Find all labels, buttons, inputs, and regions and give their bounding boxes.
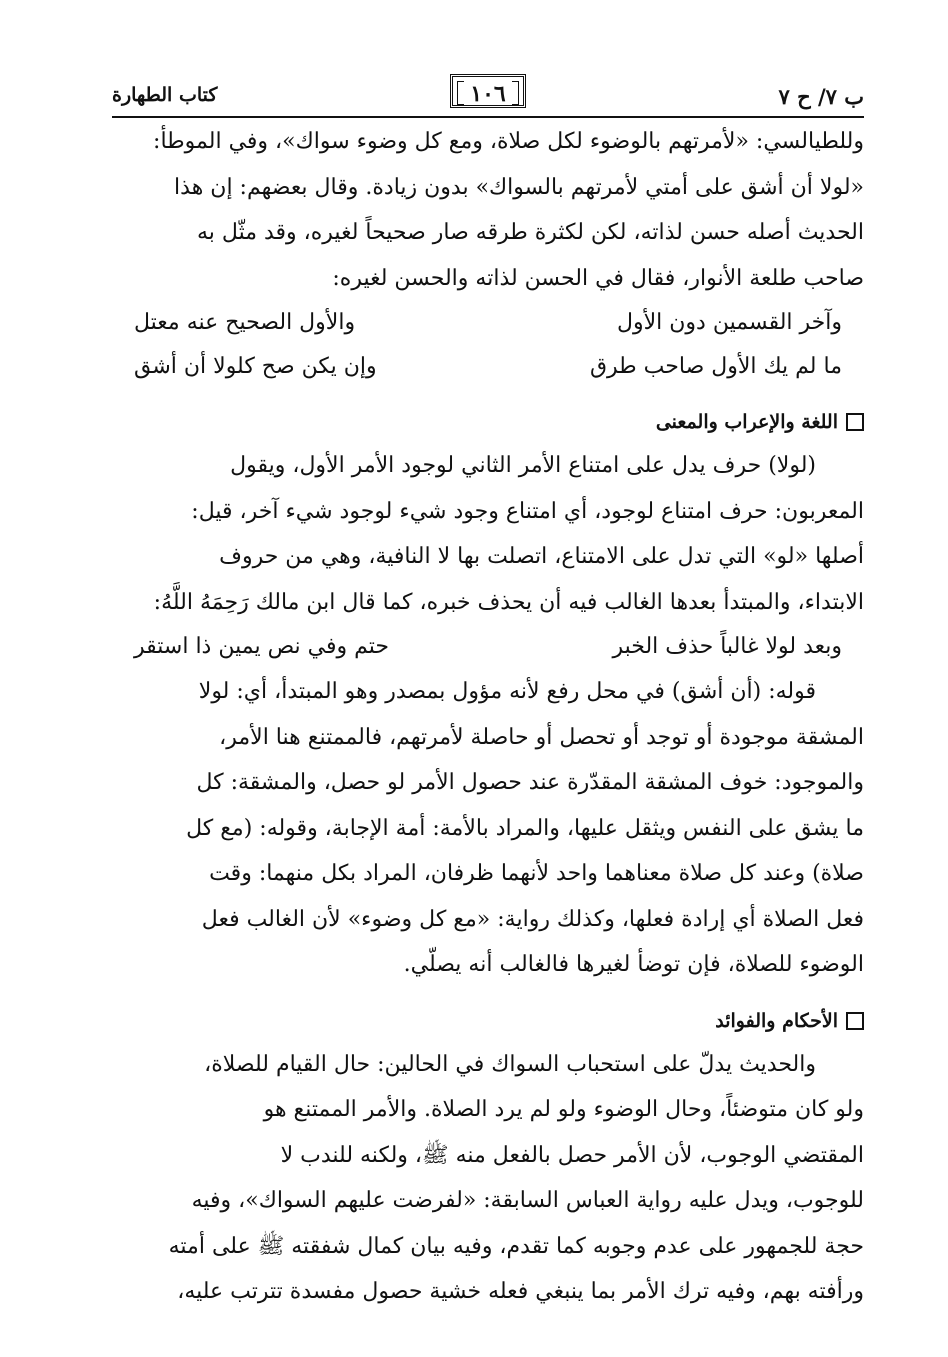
poem-verse: [112, 345, 864, 389]
verse-first-hemistich: ما لم يك الأول صاحب طرق: [589, 354, 842, 379]
poem-verse: [112, 625, 864, 669]
text-line: الحديث أصله حسن لذاته، لكن لكثرة طرقه صار صحيحاً لغيره، وقد مثّل به: [197, 220, 864, 245]
text-line: للوجوب، ويدل عليه رواية العباس السابقة: «لفرضت عليهم السواك»، وفيه: [191, 1188, 864, 1213]
text-line: «لولا أن أشق على أمتي لأمرتهم بالسواك» بدون زيادة. وقال بعضهم: إن هذا: [174, 174, 864, 200]
language-section-body: [112, 443, 864, 988]
square-bullet-icon: [846, 1012, 864, 1030]
text-line: صاحب طلعة الأنوار، فقال في الحسن لذاته والحسن لغيره:: [332, 265, 864, 291]
book-page: [112, 70, 864, 1315]
page-header: [112, 70, 864, 114]
text-line: ولو كان متوضئاً، وحال الوضوء ولو لم يرد الصلاة. والأمر الممتنع هو: [263, 1097, 864, 1122]
text-line: حجة للجمهور على عدم وجوبه كما تقدم، وفيه بيان كمال شفقته ﷺ على أمته: [168, 1233, 864, 1259]
text-line: أصلها «لو» التي تدل على الامتناع، اتصلت بها لا النافية، وهي من حروف: [219, 544, 864, 569]
text-line: المشقة موجودة أو توجد أو تحصل أو حاصلة لأمرتهم، فالممتنع هنا الأمر،: [219, 724, 864, 750]
verse-first-hemistich: وبعد لولا غالباً حذف الخبر: [612, 634, 842, 659]
text-line: الابتداء، والمبتدأ بعدها الغالب فيه أن يحذف خبره، كما قال ابن مالك رَحِمَهُ اللَّهُ:: [153, 589, 864, 615]
text-line: ما يشق على النفس ويثقل عليها، والمراد بالأمة: أمة الإجابة، وقوله: (مع كل: [186, 815, 864, 841]
verse-first-hemistich: وآخر القسمين دون الأول: [617, 310, 842, 335]
verse-second-hemistich: وإن يكن صح كلولا أن أشق: [134, 354, 377, 379]
text-line: المقتضي الوجوب، لأن الأمر حصل بالفعل منه ﷺ، ولكنه للندب لا: [280, 1142, 864, 1168]
text-line: وللطيالسي: «لأمرتهم بالوضوء لكل صلاة، ومع كل وضوء سواك»، وفي الموطأ:: [153, 129, 864, 154]
text-line: والحديث يدلّ على استحباب السواك في الحالين: حال القيام للصلاة،: [204, 1051, 816, 1077]
intro-paragraph: [112, 119, 864, 301]
header-rule: [112, 116, 864, 118]
section-title: اللغة والإعراب والمعنى: [655, 411, 838, 433]
chapter-reference: ب ٧/ ح ٧: [778, 84, 864, 109]
text-line: والموجود: خوف المشقة المقدّرة عند حصول الأمر لو حصل، والمشقة: كل: [196, 770, 864, 795]
text-line: فعل الصلاة أي إرادة فعلها، وكذلك رواية: «مع كل وضوء» لأن الغالب فعل: [201, 906, 864, 932]
poem-verse: [112, 301, 864, 345]
poem-block: [112, 301, 864, 389]
square-bullet-icon: [846, 413, 864, 431]
text-line: صلاة) وعند كل صلاة معناهما واحد لأنهما ظرفان، المراد بكل منهما: وقت: [209, 861, 864, 886]
book-title: كتاب الطهارة: [112, 84, 218, 106]
rulings-section-body: [112, 1042, 864, 1315]
text-line: ورأفته بهم، وفيه ترك الأمر بما ينبغي فعله خشية حصول مفسدة تترتب عليه،: [177, 1279, 864, 1304]
text-line: المعربون: حرف امتناع لوجود، أي امتناع وجود شيء لوجود شيء آخر، قيل:: [191, 498, 864, 524]
text-line: (لولا) حرف يدل على امتناع الأمر الثاني لوجود الأمر الأول، ويقول: [230, 453, 816, 478]
text-line: الوضوء للصلاة، فإن توضأ لغيرها فالغالب أنه يصلّي.: [403, 952, 864, 977]
text-line: قوله: (أن أشق) في محل رفع لأنه مؤول بمصدر وهو المبتدأ، أي: لولا: [198, 679, 816, 704]
section-heading-language: [112, 401, 864, 443]
page-number: ١٠٦: [450, 74, 526, 108]
section-heading-rulings: [112, 1000, 864, 1042]
verse-second-hemistich: والأول الصحيح عنه معتل: [134, 310, 356, 335]
verse-second-hemistich: حتم وفي نص يمين ذا استقر: [134, 634, 389, 659]
section-title: الأحكام والفوائد: [715, 1009, 838, 1032]
